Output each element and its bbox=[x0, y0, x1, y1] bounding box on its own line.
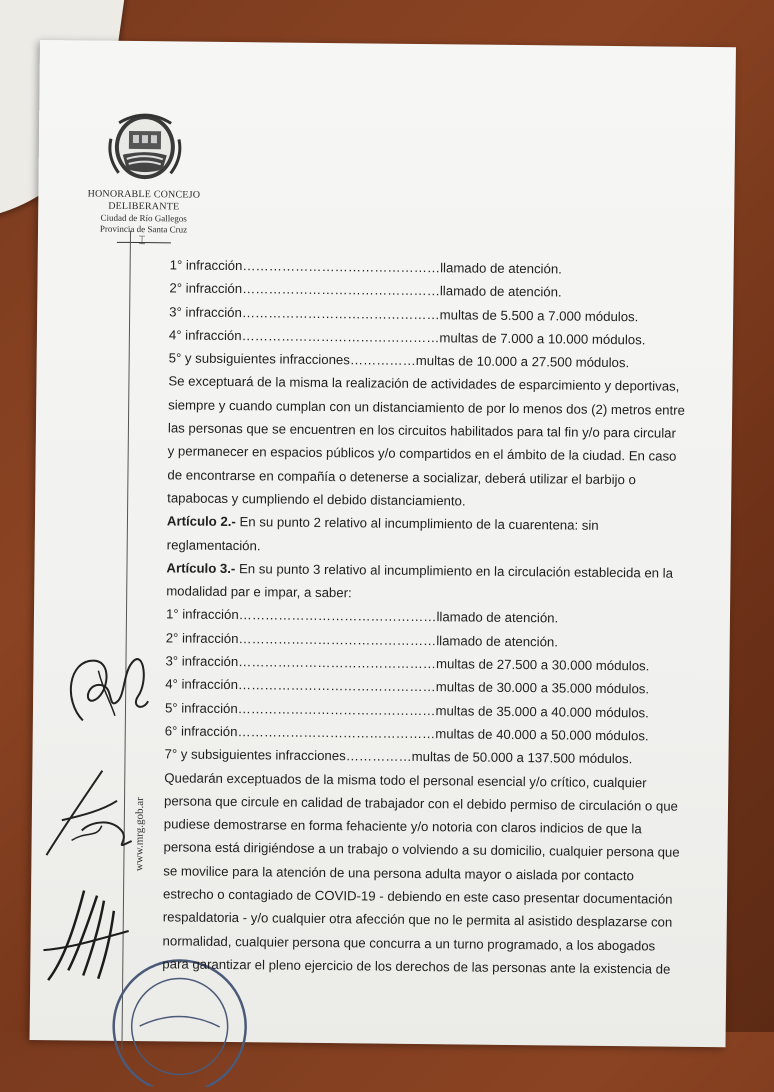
city-name: Ciudad de Río Gallegos bbox=[100, 212, 187, 224]
paragraph-line: Se exceptuará de la misma la realización de actividades de esparcimiento y deportivas, bbox=[168, 373, 680, 395]
paragraph-line: de encontrarse en compañía o detenerse a socializar, deberá utilizar el barbijo o bbox=[167, 467, 636, 487]
paragraph-line: reglamentación. bbox=[166, 536, 261, 553]
paragraph-line: estrecho o contagiado de COVID-19 - debiendo en este caso presentar documentación bbox=[162, 886, 673, 907]
paragraph-line: pudiese demostrarse en forma fehaciente y/o notoria con claros indicios de que la bbox=[163, 816, 642, 837]
city-seal-icon bbox=[104, 103, 185, 184]
list-item: 2° infracción………………………………………llamado de atención. bbox=[169, 280, 562, 300]
list-item: 7° y subsiguientes infracciones……………multas de 50.000 a 137.500 módulos. bbox=[164, 746, 633, 767]
article3-paragraph bbox=[162, 766, 704, 981]
paragraph-line: persona que circule en calidad de trabajador con el debido permiso de circulación o que bbox=[163, 793, 679, 814]
paragraph-line: se movilice para la atención de una persona adulta mayor o aislada por contacto bbox=[163, 863, 635, 883]
signature-1-icon bbox=[53, 640, 154, 731]
paragraph-line: Quedarán exceptuados de la misma todo el personal esencial y/o crítico, cualquier bbox=[164, 769, 647, 790]
province-name: Provincia de Santa Cruz bbox=[99, 223, 188, 235]
article-3-heading: Artículo 3.- bbox=[166, 560, 236, 576]
list-item: 3° infracción………………………………………multas de 27.500 a 30.000 módulos. bbox=[165, 653, 650, 674]
paragraph-line: las personas que se encuentren en los circuitos habilitados para tal fin y/o para circular bbox=[167, 420, 677, 441]
list-item: 3° infracción………………………………………multas de 5.500 a 7.000 módulos. bbox=[169, 303, 639, 324]
article-3 bbox=[162, 556, 706, 981]
list-item: 1° infracción………………………………………llamado de atención. bbox=[165, 606, 559, 626]
signature-2-icon bbox=[41, 760, 142, 861]
list-item: 4° infracción………………………………………multas de 7.000 a 10.000 módulos. bbox=[168, 327, 646, 348]
list-item: 5° y subsiguientes infracciones……………multas de 10.000 a 27.500 módulos. bbox=[168, 350, 630, 371]
section1-infraction-list bbox=[169, 253, 710, 375]
website-margin-text: www.mrg.gob.ar bbox=[133, 797, 147, 872]
paragraph-line: normalidad, cualquier persona que concurra a un turno programado, a los abogados bbox=[162, 932, 656, 954]
article-2 bbox=[167, 510, 707, 562]
paragraph-line: Artículo 2.- En su punto 2 relativo al incumplimiento de la cuarentena: sin bbox=[166, 513, 599, 534]
letterhead bbox=[56, 102, 232, 248]
section1-paragraph bbox=[167, 370, 708, 515]
council-title: HONORABLE CONCEJO DELIBERANTE bbox=[87, 188, 201, 213]
paragraph-line: persona está dirigiéndose a un trabajo o volviendo a su domicilio, cualquier persona que bbox=[163, 839, 680, 861]
paragraph-line: respaldatoria - y/o cualquier otra afección que no le permita al asistido desplazarse con bbox=[162, 909, 673, 930]
header-divider bbox=[116, 239, 170, 248]
paragraph-line: siempre y cuando cumplan con un distanciamiento de por lo menos dos (2) metros entre bbox=[168, 397, 686, 418]
paragraph-line: y permanecer en espacios públicos y/o compartidos en el ámbito de la ciudad. En caso bbox=[167, 443, 677, 465]
paragraph-line: Artículo 3.- En su punto 3 relativo al incumplimiento en la circulación establecida en la bbox=[166, 560, 674, 581]
list-item: 6° infracción………………………………………multas de 40.000 a 50.000 módulos. bbox=[164, 723, 649, 744]
list-item: 5° infracción………………………………………multas de 35.000 a 40.000 módulos. bbox=[164, 699, 649, 721]
document-body bbox=[162, 253, 710, 981]
list-item: 1° infracción………………………………………llamado de atención. bbox=[169, 257, 562, 277]
paragraph-line: tapabocas y cumpliendo el debido distanciamiento. bbox=[167, 490, 466, 509]
paragraph-line: modalidad par e impar, a saber: bbox=[166, 583, 352, 601]
paragraph-line: para garantizar el pleno ejercicio de los derechos de las personas ante la existencia de bbox=[162, 956, 671, 977]
article-2-heading: Artículo 2.- bbox=[166, 513, 236, 530]
list-item: 4° infracción………………………………………multas de 30.000 a 35.000 módulos. bbox=[165, 676, 650, 697]
document-page bbox=[30, 40, 736, 1047]
list-item: 2° infracción………………………………………llamado de atención. bbox=[165, 630, 559, 650]
article3-infraction-list bbox=[164, 603, 706, 772]
